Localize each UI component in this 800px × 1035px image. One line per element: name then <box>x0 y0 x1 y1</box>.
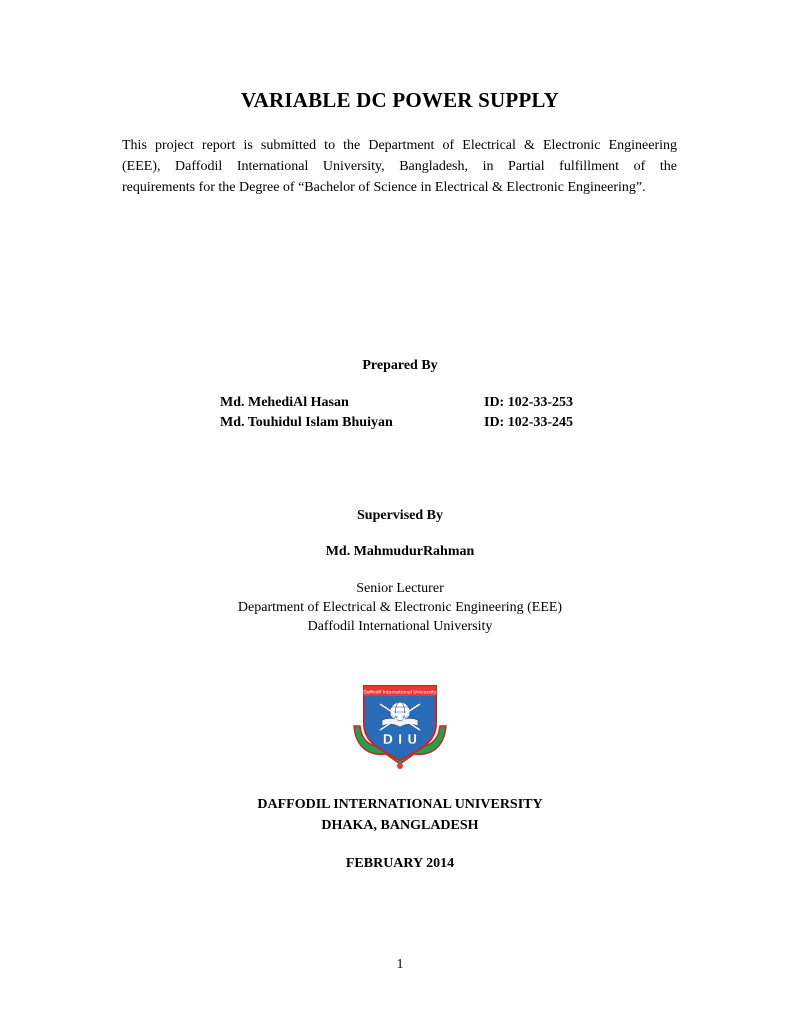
author-id: ID: 102-33-245 <box>484 415 574 430</box>
supervisor-designation: Senior Lecturer <box>356 581 444 596</box>
diu-logo <box>350 680 450 772</box>
prepared-by-heading: Prepared By <box>362 358 438 373</box>
author-name: Md. Touhidul Islam Bhuiyan <box>220 415 393 430</box>
banner-text: Daffodil International University <box>363 690 437 696</box>
university-name: DAFFODIL INTERNATIONAL UNIVERSITY <box>257 797 543 812</box>
author-id: ID: 102-33-253 <box>484 395 574 410</box>
logo-letters: D I U <box>382 733 418 748</box>
supervisor-institution: Daffodil International University <box>307 619 493 634</box>
intro-line: This project report is submitted to the Department of Electrical & Electronic Engineering <box>122 138 677 153</box>
supervised-by-heading: Supervised By <box>357 508 443 523</box>
document-title: VARIABLE DC POWER SUPPLY <box>240 88 560 112</box>
author-name: Md. MehediAl Hasan <box>220 395 349 410</box>
submission-date: FEBRUARY 2014 <box>345 856 455 871</box>
university-location: DHAKA, BANGLADESH <box>321 818 479 833</box>
supervisor-department: Department of Electrical & Electronic Engineering (EEE) <box>237 600 563 615</box>
supervisor-name: Md. MahmudurRahman <box>325 544 475 559</box>
intro-line: requirements for the Degree of “Bachelor of Science in Electrical & Electronic Engineering”. <box>122 180 646 195</box>
page-number: 1 <box>396 957 404 972</box>
flower-icon <box>397 763 403 769</box>
intro-paragraph <box>122 135 677 198</box>
intro-line: (EEE), Daffodil International University, Bangladesh, in Partial fulfillment of the <box>122 159 677 174</box>
